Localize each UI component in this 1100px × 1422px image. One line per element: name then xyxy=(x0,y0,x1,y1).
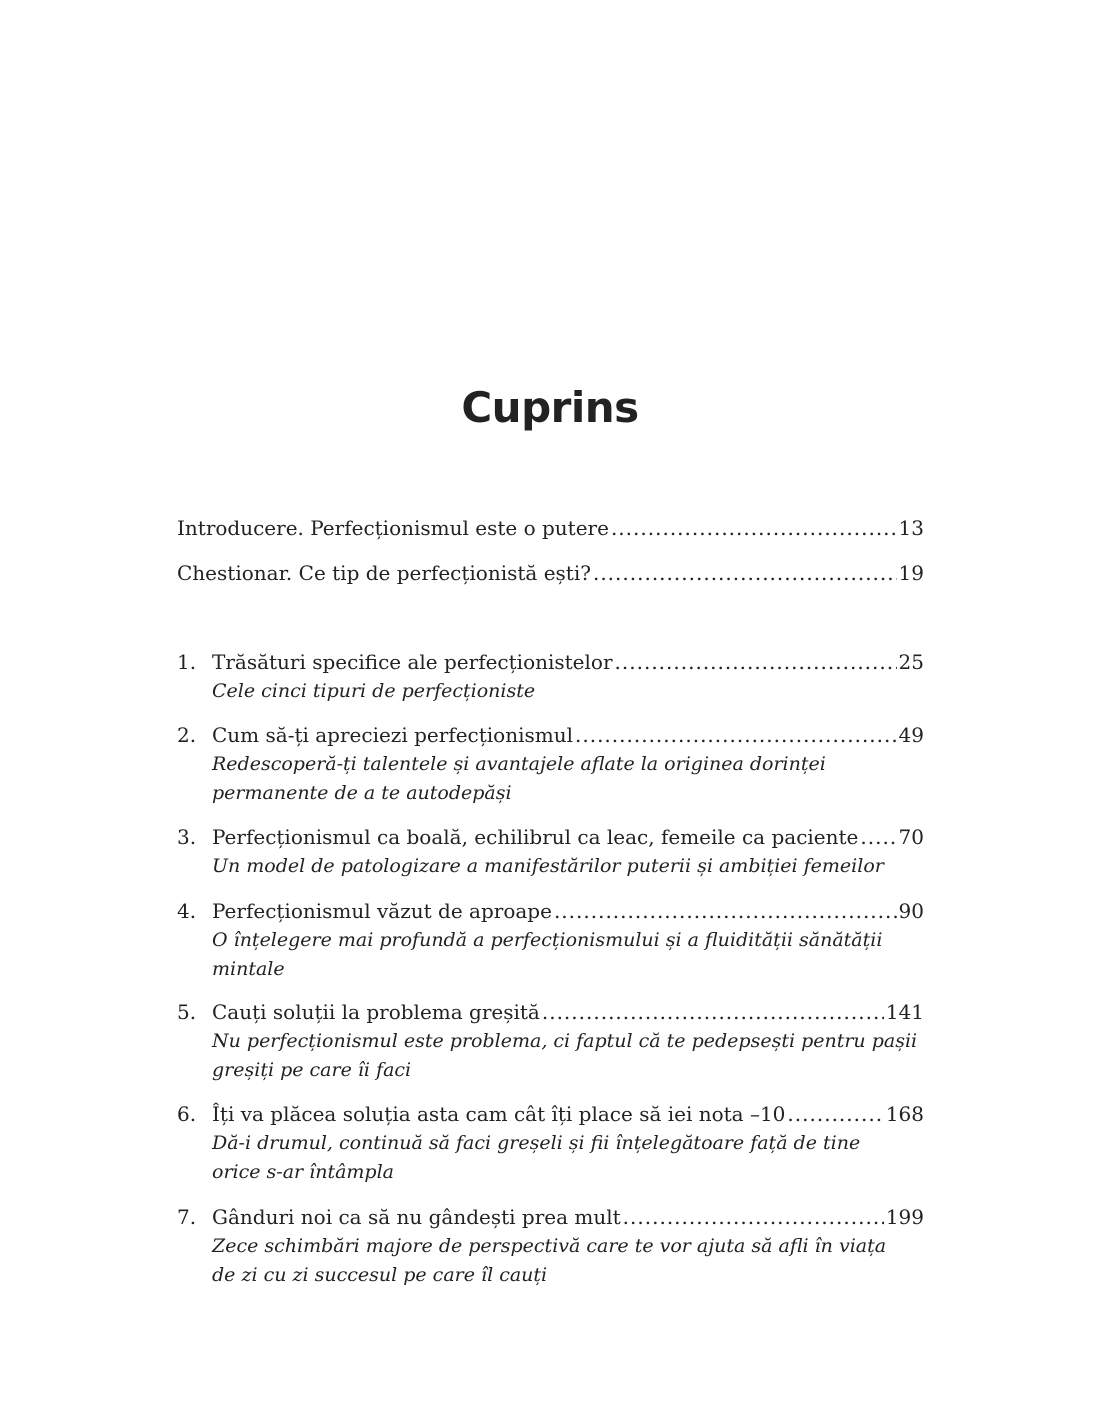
chapter-subtitle: O înțelegere mai profundă a perfecționismului și a fluidității sănătății xyxy=(212,929,883,951)
page-title: Cuprins xyxy=(461,383,639,433)
dot-leader xyxy=(554,896,897,926)
toc-entry-chapter-2[interactable] xyxy=(177,720,924,808)
chapter-subtitle: Redescoperă-ți talentele și avantajele aflate la originea dorinței xyxy=(212,753,826,775)
chapter-number: 2. xyxy=(177,723,197,747)
chapter-subtitle: Zece schimbări majore de perspectivă care te vor ajuta să afli în viața xyxy=(212,1235,887,1257)
toc-entry-title: Chestionar. Ce tip de perfecționistă ești? xyxy=(177,561,591,585)
toc-entry-questionnaire[interactable] xyxy=(177,558,924,588)
toc-entry-title: Gânduri noi ca să nu gândești prea mult xyxy=(212,1205,621,1229)
chapter-number: 1. xyxy=(177,650,197,674)
toc-entry-chapter-1[interactable] xyxy=(177,647,924,706)
toc-entry-chapter-4[interactable] xyxy=(177,896,924,984)
toc-page-number: 19 xyxy=(898,561,924,585)
toc-page-number: 70 xyxy=(898,825,924,849)
toc-entry-chapter-7[interactable] xyxy=(177,1202,924,1290)
chapter-subtitle: Dă-i drumul, continuă să faci greșeli și fii înțelegătoare față de tine xyxy=(212,1132,861,1154)
toc-page-number: 90 xyxy=(898,899,924,923)
chapter-subtitle: mintale xyxy=(212,958,285,980)
toc-entry-title: Perfecționismul ca boală, echilibrul ca leac, femeile ca paciente xyxy=(212,825,859,849)
toc-entry-title: Cauți soluții la problema greșită xyxy=(212,1000,540,1024)
toc-entry-chapter-6[interactable] xyxy=(177,1099,924,1187)
dot-leader xyxy=(615,647,897,677)
toc-entry-introduction[interactable] xyxy=(177,513,924,543)
toc-page-number: 25 xyxy=(898,650,924,674)
chapter-number: 5. xyxy=(177,1000,197,1024)
toc-page-number: 168 xyxy=(885,1102,924,1126)
toc-entry-title: Introducere. Perfecționismul este o putere xyxy=(177,516,609,540)
toc-entry-chapter-3[interactable] xyxy=(177,822,924,881)
chapter-subtitle: greșiți pe care îi faci xyxy=(212,1059,412,1081)
dot-leader xyxy=(593,558,897,588)
chapter-number: 3. xyxy=(177,825,197,849)
chapter-subtitle: Un model de patologizare a manifestărilor puterii și ambiției femeilor xyxy=(212,855,884,877)
dot-leader xyxy=(611,513,897,543)
toc-entry-title: Trăsături specifice ale perfecționistelor xyxy=(212,650,613,674)
chapter-subtitle: de zi cu zi succesul pe care îl cauți xyxy=(212,1264,548,1286)
toc-page-number: 49 xyxy=(898,723,924,747)
toc-entry-chapter-5[interactable] xyxy=(177,997,924,1085)
dot-leader xyxy=(542,997,884,1027)
chapter-number: 7. xyxy=(177,1205,197,1229)
chapter-subtitle: permanente de a te autodepăși xyxy=(212,782,512,804)
dot-leader xyxy=(575,720,897,750)
chapter-subtitle: Nu perfecționismul este problema, ci faptul că te pedepsești pentru pașii xyxy=(212,1030,918,1052)
chapter-number: 6. xyxy=(177,1102,197,1126)
toc-entry-title: Perfecționismul văzut de aproape xyxy=(212,899,552,923)
dot-leader xyxy=(860,822,896,852)
toc-entry-title: Cum să-ți apreciezi perfecționismul xyxy=(212,723,573,747)
toc-entry-title: Îți va plăcea soluția asta cam cât îți place să iei nota –10 xyxy=(212,1102,786,1126)
dot-leader xyxy=(787,1099,883,1129)
dot-leader xyxy=(623,1202,884,1232)
toc-page-number: 199 xyxy=(885,1205,924,1229)
chapter-number: 4. xyxy=(177,899,197,923)
toc-page-number: 141 xyxy=(885,1000,924,1024)
chapter-subtitle: Cele cinci tipuri de perfecționiste xyxy=(212,680,536,702)
toc-page-number: 13 xyxy=(898,516,924,540)
chapter-subtitle: orice s-ar întâmpla xyxy=(212,1161,395,1183)
